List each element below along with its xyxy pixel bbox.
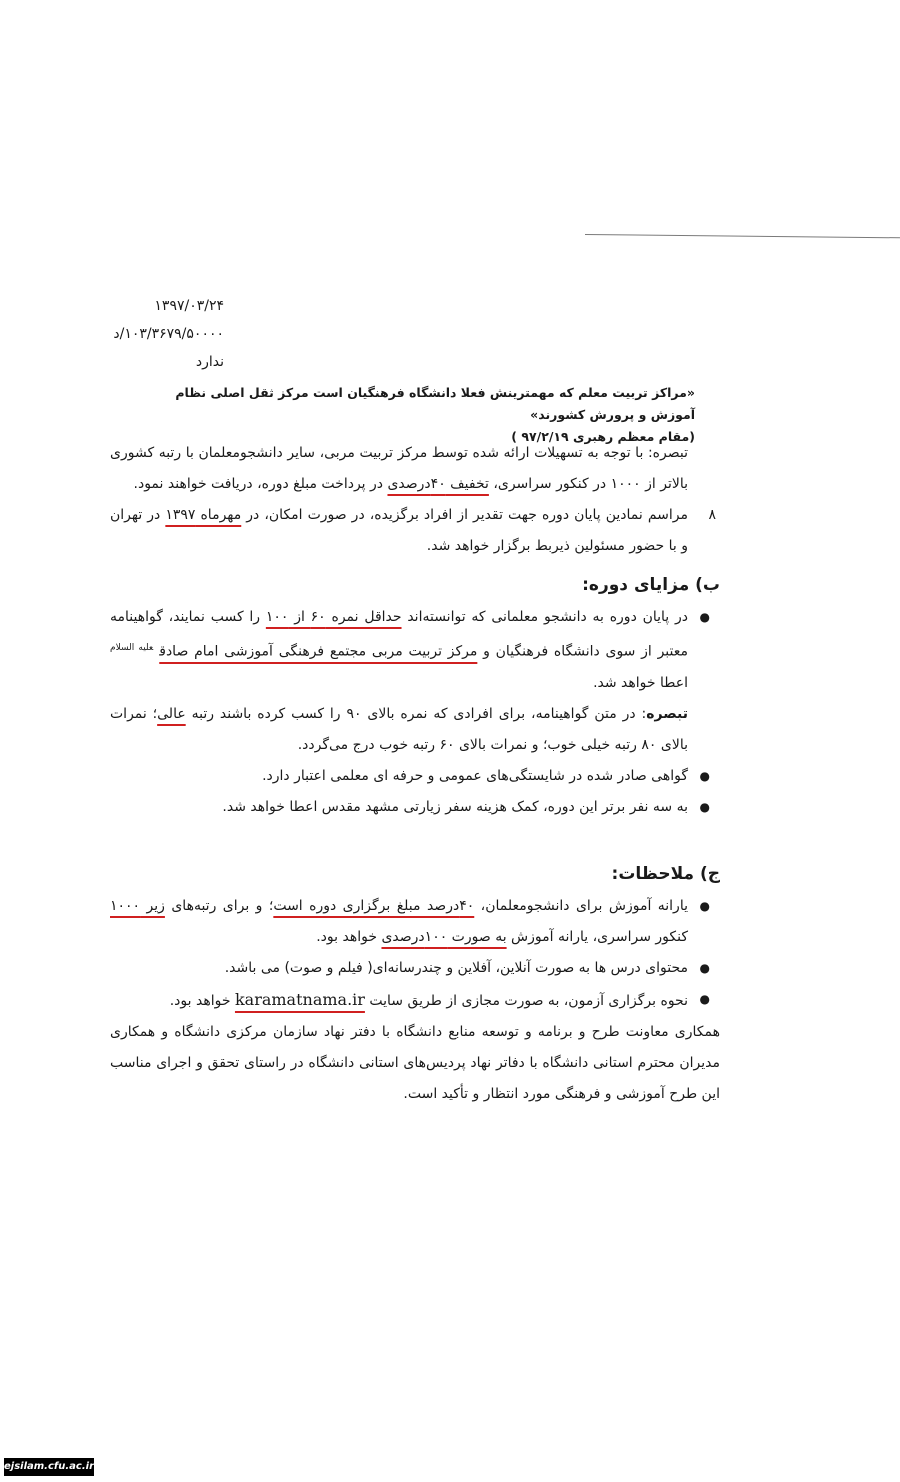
bullet-icon: ●	[699, 991, 710, 1006]
bullet-icon: ●	[699, 799, 710, 814]
bullet-icon: ●	[699, 768, 710, 783]
note-grades: تبصره: در متن گواهینامه، برای افرادی که نمره بالای ۹۰ را کسب کرده باشند رتبه عالی؛ نمرات بالای ۸۰ رتبه خیلی خوب؛ و نمرات بالای ۶۰ رتبه خوب درج می‌گردد.	[110, 705, 688, 753]
highlight-min-score: حداقل نمره ۶۰ از ۱۰۰	[265, 609, 402, 625]
highlight-center-name: مرکز تربیت مربی مجتمع فرهنگی آموزشی امام صادق	[159, 643, 478, 660]
watermark-stamp: ejsilam.cfu.ac.ir	[4, 1458, 94, 1476]
highlight-rank: زیر ۱۰۰۰	[110, 897, 165, 914]
item-number: ۸	[708, 507, 716, 523]
quote-text: «مراکز تربیت معلم که مهمترینش فعلا دانشگاه فرهنگیان است مرکز ثقل اصلی نظام آموزش و پرورش کشورند»	[175, 385, 695, 422]
list-item: ● گواهی صادر شده در شایستگی‌های عمومی و حرفه ای معلمی اعتبار دارد.	[110, 761, 720, 792]
list-item: ● به سه نفر برتر این دوره، کمک هزینه سفر زیارتی مشهد مقدس اعطا خواهد شد.	[110, 792, 720, 823]
quote-attribution: (مقام معظم رهبری ۹۷/۲/۱۹ )	[511, 429, 695, 444]
honorific: علیه السلام	[110, 643, 154, 653]
letter-date: ۱۳۹۷/۰۳/۲۴	[154, 298, 224, 314]
section-benefits-title: ب) مزایای دوره:	[582, 575, 720, 595]
letter-number: ۱۰۳/۳۶۷۹/۵۰۰۰۰/د	[113, 326, 224, 342]
scan-edge-line	[585, 234, 900, 238]
site-link[interactable]: karamatnama.ir	[234, 989, 365, 1009]
bullet-icon: ●	[699, 610, 710, 624]
section-notes-title: ج) ملاحظات:	[611, 863, 720, 884]
bullet-icon: ●	[699, 960, 710, 975]
list-item: ● محتوای درس ها به صورت آنلاین، آفلاین و چندرسانه‌ای( فیلم و صوت) می باشد.	[110, 953, 720, 984]
highlight-discount: تخفیف ۴۰درصدی	[387, 476, 489, 492]
highlight-ceremony-date: مهرماه ۱۳۹۷	[165, 507, 242, 523]
list-item: ● در پایان دوره به دانشجو معلمانی که توانسته‌اند حداقل نمره ۶۰ از ۱۰۰ را کسب نمایند، گواهینامه معتبر از سوی دانشگاه فرهنگیان و مرکز تربیت مربی مجتمع فرهنگی آموزشی امام صادق$^{علیه السلام}$ اعطا خواهد شد.	[110, 602, 720, 699]
highlight-subsidy: ۴۰درصد مبلغ برگزاری دوره است	[273, 897, 475, 914]
list-item: ● یارانه آموزش برای دانشجومعلمان، ۴۰درصد مبلغ برگزاری دوره است؛ و برای رتبه‌های زیر ۱۰۰۰ کنکور سراسری، یارانه آموزش به صورت ۱۰۰درصدی خواهد بود.	[110, 891, 720, 953]
note-discount: تبصره: با توجه به تسهیلات ارائه شده توسط مرکز تربیت مربی، سایر دانشجومعلمان با رتبه کشوری بالاتر از ۱۰۰۰ در کنکور سراسری، تخفیف ۴۰درصدی در پرداخت مبلغ دوره، دریافت خواهند نمود.	[110, 445, 688, 492]
item-ceremony: ۸ مراسم نمادین پایان دوره جهت تقدیر از افراد برگزیده، در صورت امکان، در مهرماه ۱۳۹۷ در تهران و با حضور مسئولین ذیربط برگزار خواهد شد.	[110, 500, 720, 562]
closing-paragraph: همکاری معاونت طرح و برنامه و توسعه منابع دانشگاه با دفتر نهاد سازمان مرکزی دانشگاه و همکاری مدیران محترم استانی دانشگاه با دفاتر نهاد پردیس‌های استانی دانشگاه در راستای تحقق و اجرای مناسب این طرح آموزشی و فرهنگی مورد انتظار و تأکید است.	[110, 1023, 720, 1102]
highlight-excellent: عالی	[157, 705, 186, 722]
bullet-icon: ●	[699, 898, 710, 913]
letter-attachment: ندارد	[195, 354, 224, 370]
highlight-full-subsidy: به صورت ۱۰۰درصدی	[381, 928, 507, 945]
list-item: ● نحوه برگزاری آزمون، به صورت مجازی از طریق سایت karamatnama.ir خواهد بود.	[110, 984, 720, 1017]
letter-body	[110, 438, 720, 1110]
